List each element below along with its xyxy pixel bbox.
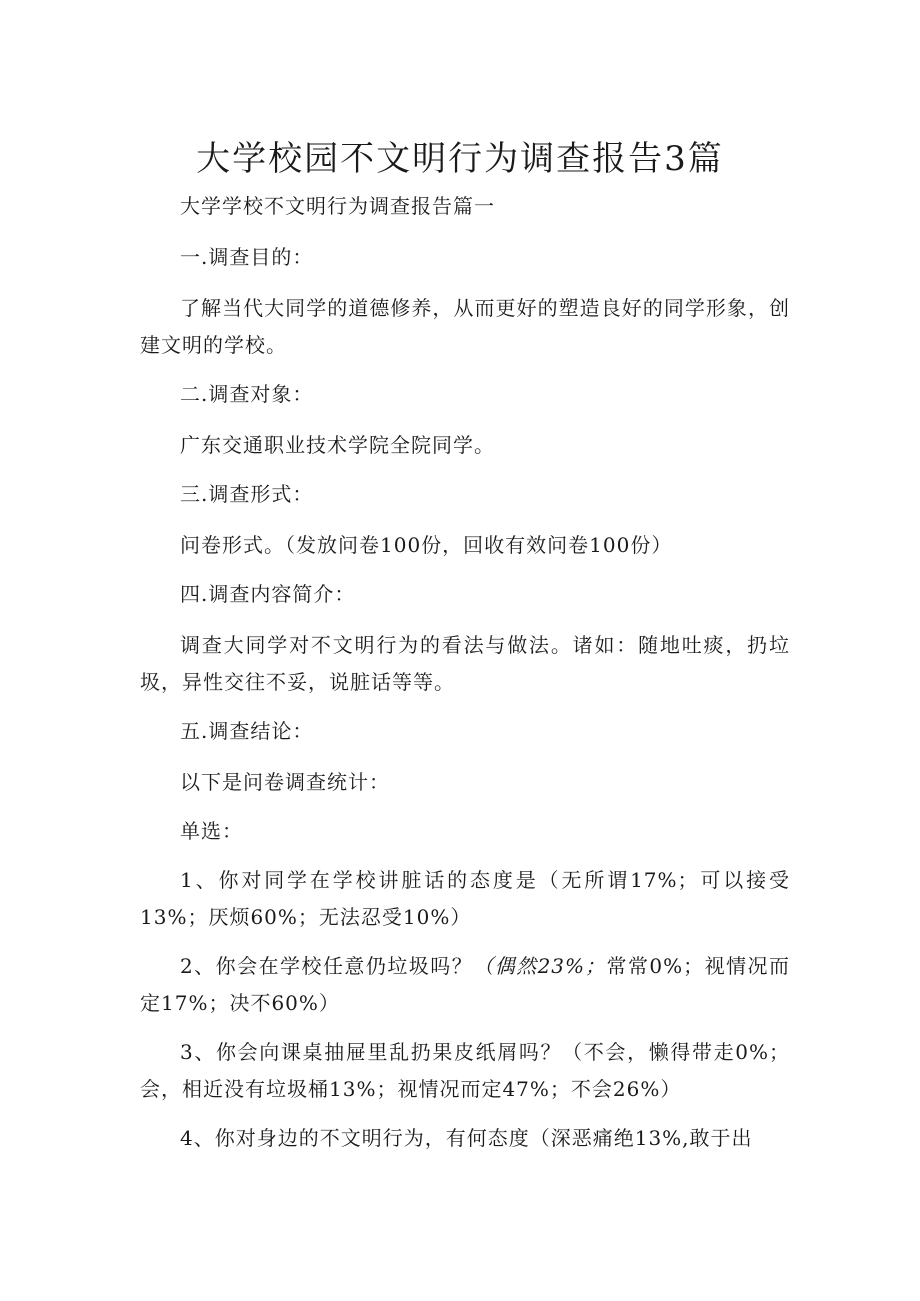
survey-question-2 bbox=[140, 948, 790, 1022]
question-2-italic: （偶然23%； bbox=[473, 954, 607, 978]
section-heading: 四.调查内容简介： bbox=[180, 582, 356, 606]
paragraph: 单选： bbox=[180, 819, 243, 843]
section-heading: 一.调查目的： bbox=[180, 245, 314, 269]
paragraph: 调查大同学对不文明行为的看法与做法。诸如：随地吐痰，扔垃圾，异性交往不妥，说脏话等等。 bbox=[140, 633, 790, 694]
paragraph: 广东交通职业技术学院全院同学。 bbox=[180, 433, 495, 457]
section-heading: 三.调查形式： bbox=[180, 482, 314, 506]
section-heading: 二.调查对象： bbox=[180, 382, 314, 406]
question-2-rest: 常常0%；视情况而定17%；决不60%） bbox=[140, 954, 790, 1015]
question-2-text: 2、你会在学校任意仍垃圾吗？ bbox=[180, 954, 474, 978]
paragraph: 问卷形式。（发放问卷100份，回收有效问卷100份） bbox=[180, 533, 673, 557]
document-title: 大学校园不文明行为调查报告3篇 bbox=[196, 138, 724, 179]
section-heading: 五.调查结论： bbox=[180, 719, 314, 743]
document-body bbox=[140, 188, 790, 1169]
survey-question-1: 1、你对同学在学校讲脏话的态度是（无所谓17%；可以接受13%；厌烦60%；无法忍受10%） bbox=[140, 868, 790, 929]
survey-question-3: 3、你会向课桌抽屉里乱扔果皮纸屑吗？（不会，懒得带走0%；会，相近没有垃圾桶13%；视情况而定47%；不会26%） bbox=[140, 1040, 790, 1101]
paragraph: 以下是问卷调查统计： bbox=[180, 770, 390, 794]
survey-question-4: 4、你对身边的不文明行为，有何态度（深恶痛绝13%,敢于出 bbox=[180, 1126, 753, 1150]
paragraph: 了解当代大同学的道德修养，从而更好的塑造良好的同学形象，创建文明的学校。 bbox=[140, 296, 790, 357]
section-heading: 大学学校不文明行为调查报告篇一 bbox=[180, 194, 495, 218]
